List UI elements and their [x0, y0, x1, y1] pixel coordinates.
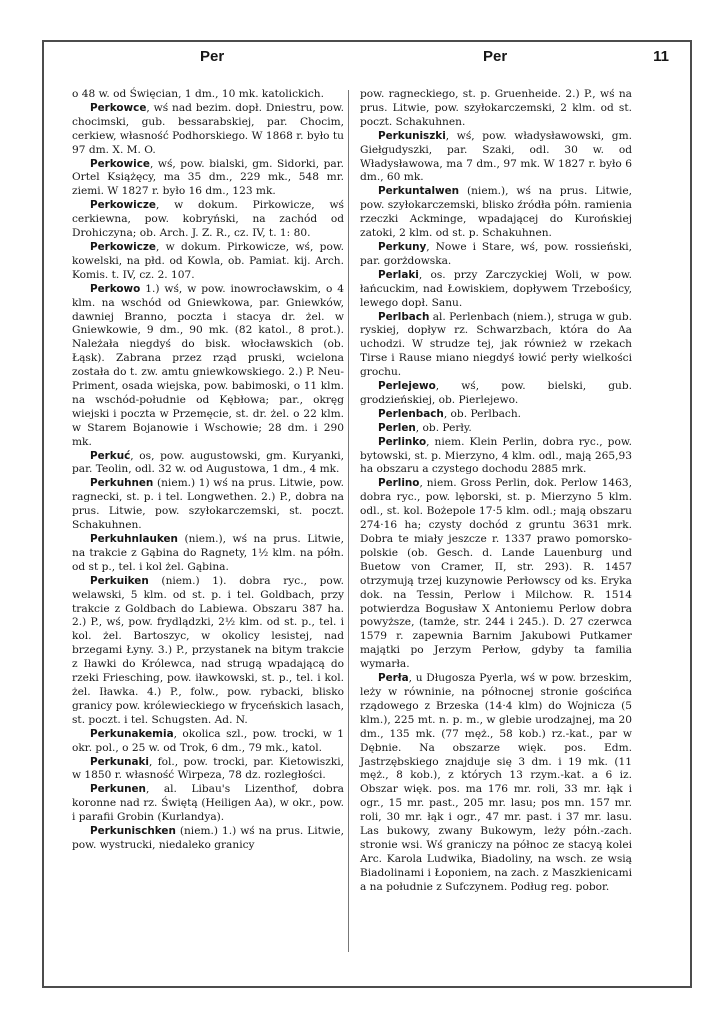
dictionary-entry: [72, 158, 344, 200]
entry-headword: Perkunakemia: [90, 727, 174, 740]
entry-headword: Perkuntalwen: [378, 185, 460, 198]
entry-text: , wś, pow. władysławowski, gm. Giełgudyszki, par. Szaki, odl. 30 w. od Władysławowa, ma 7 dm., 97 mk. W 1827 r. było 6 dm., 60 mk.: [360, 129, 632, 184]
dictionary-entry: [360, 422, 632, 436]
dictionary-entry: [360, 436, 632, 478]
page-number: 11: [653, 48, 669, 65]
entry-headword: Perkuny: [378, 240, 427, 253]
entry-headword: Perlejewo: [378, 380, 436, 393]
dictionary-entry: [72, 533, 344, 575]
dictionary-entry: [72, 783, 344, 825]
dictionary-entry: [72, 88, 344, 102]
entry-headword: Perkowicze: [90, 240, 156, 253]
entry-headword: Perkowce: [90, 101, 147, 114]
entry-headword: Perlino: [378, 477, 420, 490]
left-column: [72, 88, 344, 853]
dictionary-entry: [360, 269, 632, 311]
dictionary-entry: [360, 185, 632, 241]
entry-text: (niem.), wś na prus. Litwie, pow. szyłokarczemski, blisko źródła półn. ramienia rzeczki Ackminge, wpadającej do Kurońskiej zatoki, 2 klm. od st. p. Schakuhnen.: [360, 185, 632, 240]
entry-headword: Perkowicze: [90, 199, 156, 212]
running-head-left: Per: [200, 48, 225, 65]
entry-text: , w dokum. Pirkowicze, wś, pow. kowelski, na płd. od Kowla, ob. Pamiat. kij. Arch. Komis. t. IV, cz. 2. 107.: [72, 240, 344, 281]
entry-headword: Perkuhnlauken: [90, 533, 178, 545]
entry-text: (niem.), wś na prus. Litwie, na trakcie z Gąbina do Ragnety, 1½ klm. na półn. od st p., tel. i kol żel. Gąbina.: [72, 533, 344, 573]
entry-headword: Perlinko: [378, 435, 427, 448]
entry-text: , wś, pow. bialski, gm. Sidorki, par. Ortel Książęcy, ma 35 dm., 229 mk., 548 mr. ziemi. W 1827 r. było 16 dm., 123 mk.: [72, 157, 344, 198]
entry-headword: Perkunen: [90, 783, 146, 796]
entry-text: (niem.) 1) wś na prus. Litwie, pow. ragnecki, st. p. i tel. Longwethen. 2.) P., dobra na prus. Litwie, pow. szyłokarczemski, st. poczt. Schakuhnen.: [72, 477, 344, 532]
entry-text: 1.) wś, w pow. inowrocławskim, o 4 klm. na wschód od Gniewkowa, par. Gniewków, dawniej Branno, poczta i stacya dr. żel. w Gniewkowie, 9 dm., 90 mk. (82 katol., 8 prot.). Należała niegdyś do bisk. włocławskich (ob. Łąsk). Zabrana przez rząd pruski, wcielona została do t. zw. amtu gniewkowskiego. 2.) P. Neu-Priment, osada wiejska, pow. babimoski, o 11 klm. na wschód-południe od Kębłowa; par., okręg wiejski i poczta w Przemęcie, st. dr. żel. o 22 klm. w Starem Bojanowie i Wschowie; 28 dm. i 290 mk.: [72, 282, 344, 448]
column-divider: [348, 90, 349, 952]
entry-headword: Perlen: [378, 421, 416, 434]
entry-text: , wś nad bezim. dopł. Dniestru, pow. chocimski, gub. bessarabskiej, par. Chocim, cerkiew, własność Podhorskiego. W 1868 r. było tu 97 dm. X. M. O.: [72, 101, 344, 156]
dictionary-entry: [72, 199, 344, 241]
entry-text: , niem. Klein Perlin, dobra ryc., pow. bytowski, st. p. Mierzyno, 4 klm. odl., mają 265,93 ha obszaru a czystego dochodu 2885 mrk.: [360, 435, 632, 476]
entry-text: , wś, pow. bielski, gub. grodzieńskiej, ob. Pierlejewo.: [360, 380, 632, 406]
entry-headword: Perkuhnen: [90, 477, 154, 490]
entry-text: , ob. Perlbach.: [443, 407, 522, 420]
running-head-right: Per: [483, 48, 508, 65]
entry-text: , w dokum. Pirkowicze, wś cerkiewna, pow. kobryński, na zachód od Drohiczyna; ob. Arch. J. Z. R., cz. IV, t. 1: 80.: [72, 199, 344, 240]
dictionary-entry: [360, 672, 632, 895]
entry-text: , Nowe i Stare, wś, pow. rossieński, par. gorżdowska.: [360, 240, 632, 267]
entry-headword: Perkowo: [90, 282, 141, 295]
dictionary-entry: [72, 102, 344, 158]
dictionary-entry: [360, 477, 632, 672]
page-header: [60, 48, 685, 72]
entry-headword: Perkuniszki: [378, 129, 446, 142]
entry-headword: Perkunaki: [90, 755, 149, 768]
dictionary-entry: [360, 408, 632, 422]
entry-text: , al. Libau's Lizenthof, dobra koronne nad rz. Świętą (Heiligen Aa), w okr., pow. i parafii Grobin (Kurlandya).: [72, 783, 344, 824]
dictionary-entry: [72, 450, 344, 478]
dictionary-entry: [360, 130, 632, 186]
dictionary-entry: [72, 241, 344, 283]
entry-text: , ob. Perły.: [415, 421, 472, 434]
entry-headword: Perkuć: [90, 449, 131, 462]
dictionary-entry: [72, 756, 344, 784]
entry-text: , os, pow. augustowski, gm. Kuryanki, par. Teolin, odl. 32 w. od Augustowa, 1 dm., 4 mk.: [72, 449, 344, 476]
entry-text: (niem.) 1). dobra ryc., pow. welawski, 5 klm. od st. p. i tel. Goldbach, przy trakcie z Goldbach do Labiewa. Obszaru 387 ha. 2.) P., wś, pow. frydlądzki, 2½ klm. od st. p., tel. i kol. żel. Bartoszyc, w okolicy lesistej, nad brzegami Łyny. 3.) P., przystanek na bitym trakcie z Iławki do Królewca, nad strugą wpadającą do rzeki Friesching, pow. iławkowski, st. p., tel. i kol. żel. Iławka. 4.) P., folw., pow. rybacki, blisko granicy pow. królewieckiego w fryceńskich lasach, st. poczt. i tel. Schugsten. Ad. N.: [72, 574, 344, 726]
entry-headword: Perkuiken: [90, 574, 149, 587]
dictionary-entry: [360, 311, 632, 381]
entry-text: o 48 w. od Święcian, 1 dm., 10 mk. katolickich.: [72, 88, 324, 100]
entry-headword: Perlaki: [378, 268, 419, 281]
dictionary-entry: [360, 241, 632, 269]
entry-headword: Perła: [378, 672, 409, 685]
entry-text: , os. przy Zarczyckiej Woli, w pow. łańcuckim, nad Łowiskiem, dopływem Trzebośicy, lewego dopł. Sanu.: [360, 268, 632, 309]
entry-text: al. Perlenbach (niem.), struga w gub. ryskiej, dopływ rz. Schwarzbach, która do Aa uchodzi. W strudze tej, jak również w rzekach Tirse i Rause miano niegdyś łowić perły wielkości grochu.: [360, 310, 632, 379]
entry-text: pow. ragneckiego, st. p. Gruenheide. 2.) P., wś na prus. Litwie, pow. szyłokarczemski, 2 klm. od st. poczt. Schakuhnen.: [360, 88, 632, 128]
dictionary-entry: [72, 728, 344, 756]
entry-text: , fol., pow. trocki, par. Kietowiszki, w 1850 r. własność Wirpeza, 78 dz. rozległości.: [72, 755, 344, 782]
entry-headword: Perlbach: [378, 310, 430, 323]
entry-text: , niem. Gross Perlin, dok. Perlow 1463, dobra ryc., pow. lęborski, st. p. Mierzyno 5 klm. odl., st. kol. Bożepole 17·5 klm. odl.; mają obszaru 274·16 ha; czysty dochód z gruntu 3631 mrk. Dobra te miały jeszcze r. 1337 prawo pomorsko-polskie (ob. Gesch. d. Lande Lauenburg und Buetow von Cramer, II, str. 293). R. 1457 otrzymują trzej kuzynowie Perłowscy od ks. Eryka dok. na Tessin, Perlow i Milchow. R. 1514 potwierdza Bogusław X Antoniemu Perlow dobra powyższe, (tamże, str. 244 i 245.). D. 27 czerwca 1579 r. zapewnia Barnim Jakubowi Putkamer majątki po Jerzym Perłow, gdyby ta familia wymarła.: [360, 477, 632, 671]
dictionary-entry: [72, 825, 344, 853]
dictionary-entry: [72, 477, 344, 533]
entry-headword: Perkowice: [90, 157, 150, 170]
dictionary-entry: [360, 88, 632, 130]
entry-headword: Perlenbach: [378, 407, 444, 420]
dictionary-entry: [360, 380, 632, 408]
dictionary-entry: [72, 283, 344, 450]
entry-headword: Perkunischken: [90, 825, 176, 838]
entry-text: , okolica szl., pow. trocki, w 1 okr. pol., o 25 w. od Trok, 6 dm., 79 mk., katol.: [72, 727, 344, 754]
entry-text: (niem.) 1.) wś na prus. Litwie, pow. wystrucki, niedaleko granicy: [72, 825, 344, 851]
right-column: [360, 88, 632, 895]
dictionary-entry: [72, 575, 344, 728]
entry-text: , u Długosza Pyerla, wś w pow. brzeskim, leży w równinie, na północnej stronie gościńca rządowego z Brzeska (14·4 klm) do Wojnicza (5 klm.), 225 mt. n. p. m., w glebie urodzajnej, ma 20 dm., 135 mk. (77 męż., 58 kob.) rz.-kat., par w Dębnie. Na obszarze więk. pos. Edm. Jastrzębskiego znajduje się 3 dm. i 19 mk. (11 męż., 8 kob.), z których 13 rzym.-kat. a 6 iz. Obszar więk. pos. ma 176 mr. roli, 33 mr. łąk i ogr., 15 mr. past., 205 mr. lasu; pos mn. 157 mr. roli, 30 mr. łąk i ogr., 47 mr. past. i 37 mr. lasu. Las bukowy, zwany Bukowym, leży półn.-zach. stronie wsi. Wś graniczy na północ ze stacyą kolei Arc. Karola Ludwika, Biadoliny, na wsch. ze wsią Biadolinami i Łoponiem, na zach. z Maszkienicami a na południe z Sufczynem. Podług reg. pobor.: [360, 672, 632, 893]
